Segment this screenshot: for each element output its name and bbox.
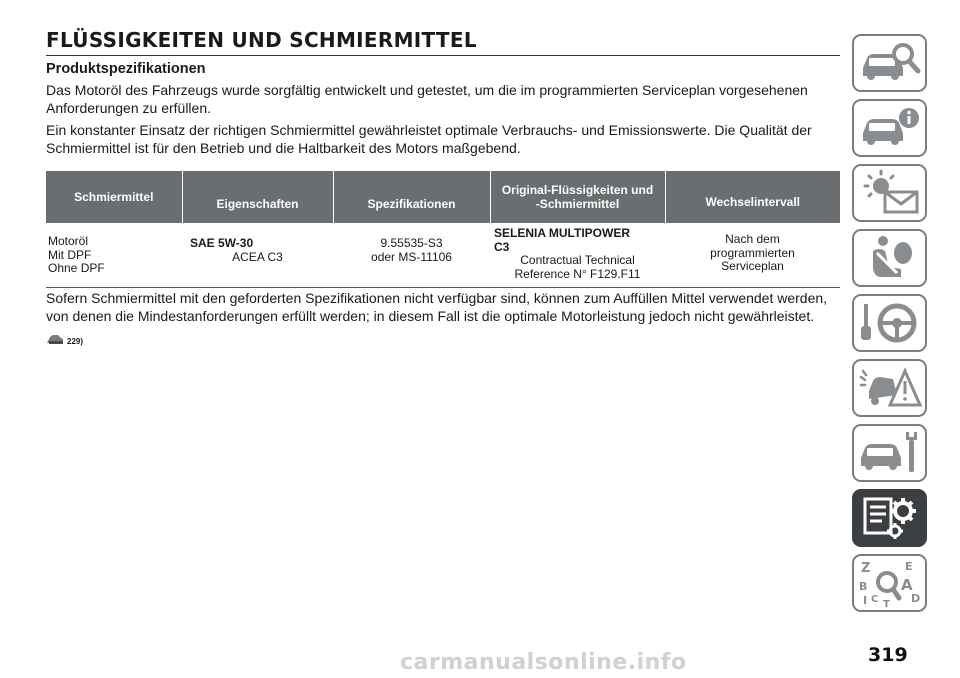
car-search-icon [857, 38, 923, 88]
tab-index[interactable] [852, 554, 927, 612]
tab-key-steering[interactable] [852, 294, 927, 352]
header-interval: Wechselintervall [665, 171, 840, 223]
tab-emergency[interactable] [852, 359, 927, 417]
product-name-line2: C3 [494, 239, 510, 254]
car-wrench-icon [857, 428, 923, 478]
interval-line2: programmierten [710, 245, 795, 260]
specs-gears-icon [857, 493, 923, 543]
table-header-row [46, 171, 840, 223]
tab-seat-airbag[interactable] [852, 229, 927, 287]
svg-text:T: T [882, 599, 890, 608]
section-heading: FLÜSSIGKEITEN UND SCHMIERMITTEL [46, 28, 840, 56]
tab-maintenance[interactable] [852, 424, 927, 482]
cell-original-fluids [490, 223, 665, 288]
fallback-note: Sofern Schmiermittel mit den geforderten Spezifikationen nicht verfügbar sind, können zum Auffüllen Mittel verwendet werden, von denen die Mindestanforderungen erfüllt werden; in diesem Fall ist die optimale Motorleistung jedoch nicht gewährleistet. [46, 290, 828, 324]
cell-interval [665, 223, 840, 288]
contract-ref-line1: Contractual Technical [520, 253, 635, 267]
cell-properties [182, 223, 333, 288]
car-info-icon [857, 103, 923, 153]
warning-ref-number: 229) [67, 337, 84, 346]
header-original-line1: Original-Flüssigkeiten und [501, 183, 654, 197]
tab-technical-data[interactable] [852, 489, 927, 547]
intro-paragraph-2: Ein konstanter Einsatz der richtigen Schmiermittel gewährleistet optimale Verbrauchs- und Emissionswerte. Die Qualität der Schmiermittel ist für den Betrieb und die Haltbarkeit des Motors maßgebend. [46, 122, 812, 156]
header-original-line2: -Schmiermittel [535, 197, 620, 211]
viscosity-grade: SAE 5W-30 [190, 236, 254, 250]
interval-line1: Nach dem [725, 232, 780, 246]
key-steering-wheel-icon [857, 298, 923, 348]
warning-reference [46, 331, 840, 346]
header-properties: Eigenschaften [182, 171, 333, 223]
svg-text:B: B [858, 580, 867, 593]
tab-warning-lights[interactable] [852, 164, 927, 222]
tab-car-search[interactable] [852, 34, 927, 92]
header-specs: Spezifikationen [333, 171, 490, 223]
table-row [46, 223, 840, 288]
svg-text:A: A [900, 576, 913, 594]
spec-code: 9.55535-S3 [380, 236, 443, 250]
lubricant-variant-dpf: Mit DPF [48, 247, 92, 262]
header-lubricant: Schmiermittel [46, 171, 182, 223]
subsection-heading: Produktspezifikationen [46, 61, 206, 77]
svg-text:D: D [910, 592, 920, 605]
warning-hand-icon [46, 333, 64, 345]
svg-text:C: C [870, 594, 878, 605]
watermark: carmanualsonline.info [400, 650, 687, 675]
svg-text:Z: Z [860, 561, 870, 576]
chapter-tabs [852, 34, 927, 619]
tab-car-info[interactable] [852, 99, 927, 157]
warning-light-envelope-icon [857, 168, 923, 218]
interval-line3: Serviceplan [721, 259, 784, 273]
svg-text:E: E [904, 560, 913, 573]
cell-specs [333, 223, 490, 288]
page-number: 319 [868, 644, 908, 666]
lubricant-spec-table [46, 171, 840, 288]
contract-ref-line2: Reference N° F129.F11 [514, 266, 641, 281]
lubricant-name: Motoröl [48, 234, 89, 248]
spec-alt-code: oder MS-11106 [371, 249, 452, 264]
lubricant-variant-no-dpf: Ohne DPF [48, 261, 105, 275]
cell-lubricant [46, 223, 182, 288]
acea-class: ACEA C3 [232, 249, 283, 264]
page-content [46, 28, 840, 346]
svg-text:I: I [862, 594, 867, 607]
index-alphabet-search-icon [857, 558, 923, 608]
car-accident-triangle-icon [857, 363, 923, 413]
intro-paragraph-1: Das Motoröl des Fahrzeugs wurde sorgfältig entwickelt und getestet, um die im programmierten Serviceplan vorgesehenen Anforderungen zu erfüllen. [46, 82, 808, 116]
header-original-fluids [490, 171, 665, 223]
seat-airbag-icon [857, 233, 923, 283]
product-name-line1: SELENIA MULTIPOWER [494, 226, 630, 240]
